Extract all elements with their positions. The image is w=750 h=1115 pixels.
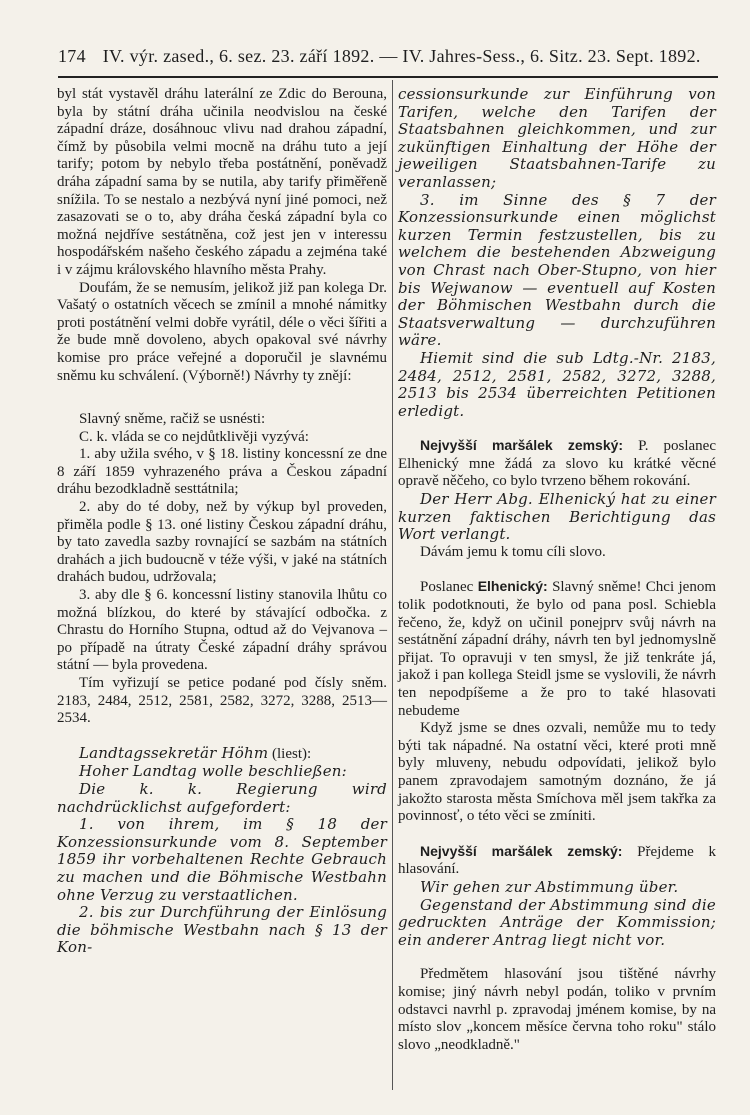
list-item: 1. aby užila svého, v § 18. listiny koncessní ze dne 8 září 1859 vyhrazeného práva a Českou západní dráhu bezodkladně sesttátnila; <box>57 446 387 498</box>
paragraph: Slavný sněme, račiž se usnésti: <box>79 411 266 428</box>
list-item: 2. aby do té doby, než by výkup byl proveden, přiměla podle § 13. oné listiny Českou západní dráhu, by tato zavedla sazby rovnající se sazbám na státních drahách a jich budoucně v téže výši, v jaké na státních drahách budou, udržovala; <box>57 499 387 586</box>
paragraph: Hoher Landtag wolle beschließen: <box>79 762 347 781</box>
paragraph: cessionsurkunde zur Einführung von Tarifen, welche den Tarifen der Staatsbahnen gleichkommen, und zur zukünftigen Einhaltung der Höhe der jeweiligen Staatsbahnen-Tarife zu veranlassen; <box>398 85 716 191</box>
paragraph: Wir gehen zur Abstimmung über. <box>420 877 679 896</box>
speaker-name: Nejvyšší maršálek zemský: <box>420 437 624 454</box>
page-number: 174 <box>58 46 86 66</box>
paragraph: Doufám, že se nemusím, jelikož již pan kolega Dr. Vašatý o ostatních věcech se zmínil a mnohé námitky proti postátnění velmi dobře vyrátil, déle o věci šířiti a že bude mně dovoleno, abych opakoval své návrhy komise pro práce veřejné a doporučil je slavnému sněmu ku schválení. (Výborně!) Návrhy ty znějí: <box>57 279 387 384</box>
paragraph: Když jsme se dnes ozvali, nemůže mu to tedy býti tak nápadné. Na ostatní věci, které proti mně byly mluveny, nebudu odpovídati, jelikož bylo panem zpravodajem samotným doznáno, že já jakožto starosta města Smíchova měl jsem takřka za povinnosť, o této věci se zmíniti. <box>398 720 716 825</box>
paragraph: Hiemit sind die sub Ldtg.-Nr. 2183, 2484, 2512, 2581, 2582, 3272, 3288, 2513 bis 2534 überreichten Petitionen erledigt. <box>398 348 716 420</box>
running-header <box>58 46 708 67</box>
paragraph: Der Herr Abg. Elhenický hat zu einer kurzen faktischen Berichtigung das Wort verlangt. <box>398 490 716 544</box>
speaker-text: P. poslanec Elhenický mne žádá za slovo ku krátké věcné opravě něčeho, co bylo tvrzeno během rokování. <box>398 438 716 490</box>
paragraph: C. k. vláda se co nejdůtklivěji vyzývá: <box>79 428 309 445</box>
speaker-line <box>398 578 716 720</box>
paragraph: Die k. k. Regierung wird nachdrücklichst aufgefordert: <box>57 779 387 816</box>
column-divider <box>392 80 393 1090</box>
speaker-line <box>398 437 716 491</box>
list-item: 2. bis zur Durchführung der Einlösung die böhmische Westbahn nach § 13 der Kon- <box>57 903 387 957</box>
speaker-name: Nejvyšší maršálek zemský: <box>420 842 623 859</box>
paragraph: Dávám jemu k tomu cíli slovo. <box>420 543 606 560</box>
header-rule <box>58 76 718 78</box>
speaker-text: Slavný sněme! Chci jenom tolik podotknouti, že bylo od pana posl. Schiebla řečeno, že, když on učinil ponejprv svůj návrh na sestátnění západní dráhy, návrh ten byl jednomyslně přijat. To opravuji v ten smysl, že již tenkráte já, jakož i pan kollega Steidl jsme se vyslovili, že návrh ten nepodpíšeme a že pro to také hlasovati nebudeme <box>398 579 716 719</box>
speaker-line <box>57 745 387 764</box>
speaker-line <box>398 843 716 879</box>
right-column <box>398 86 716 1054</box>
list-item: 3. aby dle § 6. koncessní listiny stanovila lhůtu co možná blízkou, do které by stávající odbočka. z Chrastu do Horního Stupna, odtud až do Vejvanova – po případě na útraty České západní dráhy správou státní — byla provedena. <box>57 587 387 674</box>
speaker-prefix: Poslanec <box>420 579 478 596</box>
speaker-name: Elhenický: <box>477 578 548 595</box>
paragraph: Předmětem hlasování jsou tištěné návrhy komise; jiný návrh nebyl podán, toliko v prvním odstavci navrhl p. zpravodaj jménem komise, by na místo slov „koncem měsíce června toho roku" stálo slovo „neodkladně." <box>398 966 716 1053</box>
speaker-note: (liest): <box>268 745 312 762</box>
list-item: 1. von ihrem, im § 18 der Konzessionsurkunde vom 8. September 1859 ihr vorbehaltenen Rechte Gebrauch zu machen und die Böhmische Westbahn ohne Verzug zu verstaatlichen. <box>57 815 387 904</box>
speaker-name: Landtagssekretär Höhm <box>79 743 269 762</box>
list-item: 3. im Sinne des § 7 der Konzessionsurkunde einen möglichst kurzen Termin festzustellen, bis zu welchem die bestehenden Abzweigung von Chrast nach Ober-Stupno, von hier bis Wejwanow — eventuell auf Kosten der Böhmischen Westbahn durch die Staatsverwaltung — durchzuführen wäre. <box>398 190 716 350</box>
paragraph: Tím vyřizují se petice podané pod čísly sněm. 2183, 2484, 2512, 2581, 2582, 3272, 3288, 2513—2534. <box>57 675 387 727</box>
running-title: IV. výr. zased., 6. sez. 23. září 1892. — IV. Jahres-Sess., 6. Sitz. 23. Sept. 1892. <box>102 46 701 66</box>
paragraph: Gegenstand der Abstimmung sind die gedruckten Anträge der Kommission; ein anderer Antrag liegt nicht vor. <box>398 895 716 949</box>
speaker-text: Přejdeme k hlasování. <box>398 843 716 878</box>
paragraph: byl stát vystavěl dráhu laterální ze Zdic do Berouna, byla by státní dráha učinila neodvislou na české západní dráze, dosáhnouc vlivu nad drahou západní, čímž by působila velmi mocně na dráhu tuto a její tarify; potom by nebylo třeba postátnění, poněvadž dráha západní sama by se nutila, aby tarify přiměřeně snížila. To se nestalo a nezbývá nyní jiné pomoci, než zasazovati se o to, aby dráha česká západní byla co možná nejdříve sestátněna, což jest jen v interessu hospodářském našeho českého západu a zejména také i v zájmu královského hlavního města Prahy. <box>57 86 387 278</box>
left-column <box>57 86 387 957</box>
